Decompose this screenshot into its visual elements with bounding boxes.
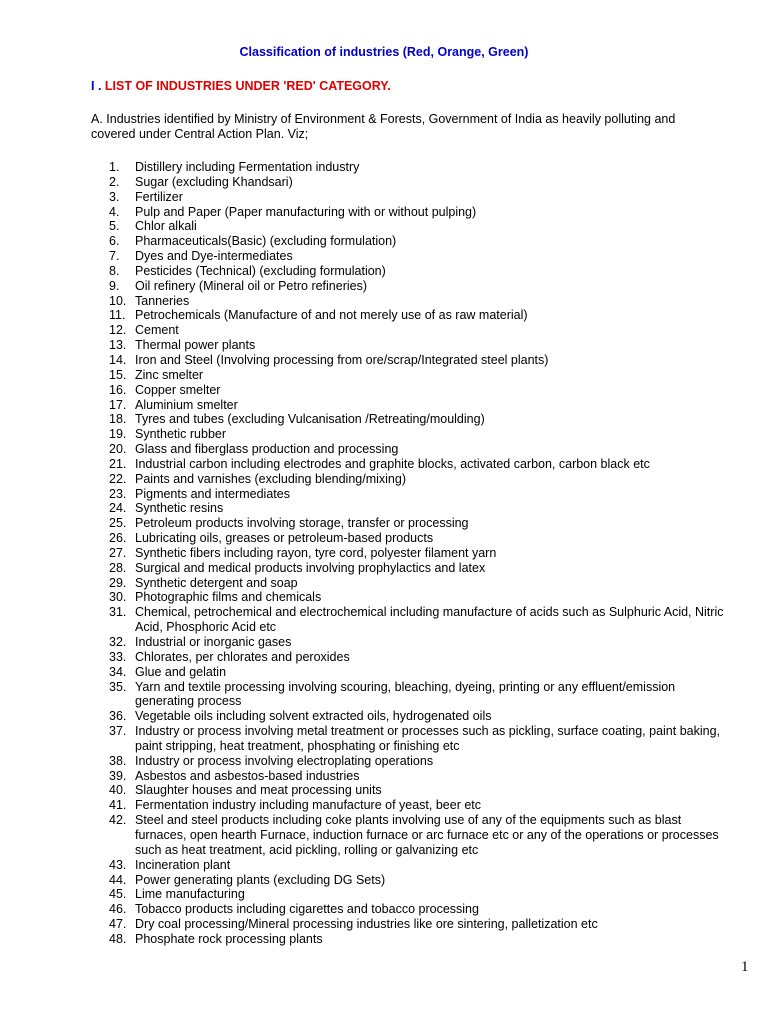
list-item-text: Chlorates, per chlorates and peroxides bbox=[135, 649, 350, 664]
list-item-text: Industrial or inorganic gases bbox=[135, 635, 292, 649]
list-item-number: 26. bbox=[109, 531, 127, 546]
list-item-number: 46. bbox=[109, 902, 127, 917]
list-item-number: 5. bbox=[109, 219, 120, 234]
list-item-number: 1. bbox=[109, 160, 120, 174]
list-item-number: 23. bbox=[109, 486, 127, 501]
list-item bbox=[109, 205, 729, 220]
list-item-text: Slaughter houses and meat processing units bbox=[135, 783, 382, 798]
list-item-number: 45. bbox=[109, 887, 127, 902]
list-item-number: 13. bbox=[109, 338, 127, 353]
list-item bbox=[109, 487, 729, 502]
list-item-number: 38. bbox=[109, 753, 127, 768]
list-item bbox=[109, 368, 729, 383]
list-item-number: 16. bbox=[109, 382, 127, 397]
list-item bbox=[109, 590, 729, 605]
list-item-number: 6. bbox=[109, 234, 120, 249]
list-item-text: Fertilizer bbox=[135, 189, 183, 204]
list-item bbox=[109, 294, 729, 309]
list-item-text: Dry coal processing/Mineral processing industries like ore sintering, palletization etc bbox=[135, 917, 598, 932]
list-item-text: Industry or process involving metal treatment or processes such as pickling, surface coating, paint baking, paint stripping, heat treatment, phosphating or finishing etc bbox=[135, 724, 721, 753]
list-item-text: Iron and Steel (Involving processing from ore/scrap/Integrated steel plants) bbox=[135, 352, 549, 367]
list-item-number: 32. bbox=[109, 635, 127, 649]
list-item bbox=[109, 427, 729, 442]
list-item-number: 7. bbox=[109, 249, 120, 264]
list-item-number: 44. bbox=[109, 872, 127, 887]
list-item bbox=[109, 798, 729, 813]
list-item-number: 39. bbox=[109, 768, 127, 783]
list-item-number: 35. bbox=[109, 679, 127, 694]
list-item bbox=[109, 858, 729, 873]
list-item bbox=[109, 412, 729, 427]
list-item bbox=[109, 308, 729, 323]
list-item-text: Photographic films and chemicals bbox=[135, 590, 322, 605]
list-item bbox=[109, 724, 729, 754]
list-item-number: 20. bbox=[109, 442, 127, 457]
list-item-text: Phosphate rock processing plants bbox=[135, 931, 323, 946]
list-item bbox=[109, 680, 729, 710]
list-item bbox=[109, 769, 729, 784]
list-item-number: 28. bbox=[109, 560, 127, 575]
list-item bbox=[109, 709, 729, 724]
list-item bbox=[109, 457, 729, 472]
list-item-text: Zinc smelter bbox=[135, 367, 204, 382]
list-item-text: Pharmaceuticals(Basic) (excluding formulation) bbox=[135, 234, 397, 249]
list-item-text: Tyres and tubes (excluding Vulcanisation /Retreating/moulding) bbox=[135, 412, 485, 427]
list-item bbox=[109, 249, 729, 264]
list-item bbox=[109, 887, 729, 902]
list-item-number: 14. bbox=[109, 352, 127, 367]
list-item-number: 15. bbox=[109, 367, 127, 382]
list-item bbox=[109, 442, 729, 457]
list-item bbox=[109, 264, 729, 279]
list-item bbox=[109, 650, 729, 665]
list-item-number: 40. bbox=[109, 783, 127, 798]
list-item-text: Tobacco products including cigarettes and tobacco processing bbox=[135, 902, 479, 917]
list-item-number: 2. bbox=[109, 174, 120, 189]
list-item-number: 11. bbox=[109, 308, 126, 323]
page-title: Classification of industries (Red, Orange, Green) bbox=[239, 45, 529, 59]
list-item-text: Synthetic resins bbox=[135, 501, 224, 516]
list-item-number: 33. bbox=[109, 649, 127, 664]
list-item-text: Dyes and Dye-intermediates bbox=[135, 249, 293, 264]
section-number: I . bbox=[91, 79, 102, 93]
list-item-number: 48. bbox=[109, 931, 127, 946]
list-item-text: Distillery including Fermentation industry bbox=[135, 160, 360, 174]
list-item bbox=[109, 561, 729, 576]
list-item bbox=[109, 605, 729, 635]
list-item-text: Thermal power plants bbox=[135, 338, 256, 353]
list-item bbox=[109, 546, 729, 561]
list-item bbox=[109, 383, 729, 398]
list-item-number: 36. bbox=[109, 709, 127, 724]
list-item-text: Steel and steel products including coke plants involving use of any of the equipments such as blast furnaces, open hearth Furnace, induction furnace or arc furnace etc or any of the operations or processes such as heat treatment, acid pickling, rolling or galvanizing etc bbox=[135, 813, 719, 857]
list-item-text: Power generating plants (excluding DG Sets) bbox=[135, 872, 386, 887]
list-item bbox=[109, 917, 729, 932]
list-item bbox=[109, 873, 729, 888]
list-item-text: Sugar (excluding Khandsari) bbox=[135, 174, 293, 189]
list-item-number: 4. bbox=[109, 204, 120, 219]
list-item bbox=[109, 175, 729, 190]
list-item-number: 12. bbox=[109, 323, 127, 338]
list-item-number: 43. bbox=[109, 857, 127, 872]
list-item-text: Paints and varnishes (excluding blending/mixing) bbox=[135, 471, 406, 486]
list-item-number: 42. bbox=[109, 813, 127, 828]
list-item-text: Pulp and Paper (Paper manufacturing with or without pulping) bbox=[135, 204, 477, 219]
section-heading bbox=[91, 79, 391, 93]
list-item-text: Asbestos and asbestos-based industries bbox=[135, 768, 360, 783]
list-item-text: Chlor alkali bbox=[135, 219, 197, 234]
list-item-text: Industry or process involving electroplating operations bbox=[135, 753, 434, 768]
list-item bbox=[109, 902, 729, 917]
list-item-number: 37. bbox=[109, 724, 127, 739]
list-item-number: 9. bbox=[109, 278, 120, 293]
list-item-number: 25. bbox=[109, 516, 127, 531]
section-title: LIST OF INDUSTRIES UNDER 'RED' CATEGORY. bbox=[104, 79, 391, 93]
list-item bbox=[109, 353, 729, 368]
list-item-text: Glue and gelatin bbox=[135, 664, 227, 679]
list-item bbox=[109, 932, 729, 947]
list-item-text: Petroleum products involving storage, transfer or processing bbox=[135, 516, 469, 531]
list-item bbox=[109, 576, 729, 591]
list-item-text: Incineration plant bbox=[135, 857, 231, 872]
list-item bbox=[109, 190, 729, 205]
list-item bbox=[109, 323, 729, 338]
intro-paragraph: A. Industries identified by Ministry of Environment & Forests, Government of India as heavily polluting and covered under Central Action Plan. Viz; bbox=[91, 112, 676, 141]
list-item bbox=[109, 472, 729, 487]
list-item-number: 41. bbox=[109, 798, 127, 813]
list-item-text: Pigments and intermediates bbox=[135, 486, 290, 501]
industry-list bbox=[109, 160, 729, 947]
list-item-number: 3. bbox=[109, 189, 120, 204]
list-item-text: Glass and fiberglass production and processing bbox=[135, 442, 399, 457]
page-number: 1 bbox=[741, 959, 749, 975]
list-item-text: Vegetable oils including solvent extracted oils, hydrogenated oils bbox=[135, 709, 492, 724]
list-item-number: 27. bbox=[109, 545, 127, 560]
list-item bbox=[109, 813, 729, 858]
list-item-number: 10. bbox=[109, 293, 127, 308]
list-item bbox=[109, 635, 729, 650]
list-item-text: Surgical and medical products involving prophylactics and latex bbox=[135, 560, 486, 575]
list-item-text: Pesticides (Technical) (excluding formulation) bbox=[135, 263, 386, 278]
list-item-text: Oil refinery (Mineral oil or Petro refineries) bbox=[135, 278, 368, 293]
list-item-text: Copper smelter bbox=[135, 382, 221, 397]
list-item bbox=[109, 234, 729, 249]
list-item-text: Chemical, petrochemical and electrochemical including manufacture of acids such as Sulphuric Acid, Nitric Acid, Phosphoric Acid etc bbox=[135, 605, 724, 635]
list-item-number: 47. bbox=[109, 917, 127, 932]
list-item-text: Lubricating oils, greases or petroleum-based products bbox=[135, 531, 434, 546]
list-item bbox=[109, 516, 729, 531]
list-item bbox=[109, 754, 729, 769]
list-item-text: Industrial carbon including electrodes and graphite blocks, activated carbon, carbon black etc bbox=[135, 456, 650, 471]
list-item bbox=[109, 160, 729, 175]
list-item-number: 19. bbox=[109, 427, 127, 442]
list-item-number: 17. bbox=[109, 397, 127, 412]
list-item-number: 18. bbox=[109, 412, 127, 427]
list-item-number: 22. bbox=[109, 471, 127, 486]
list-item-text: Lime manufacturing bbox=[135, 887, 245, 902]
list-item-text: Synthetic fibers including rayon, tyre cord, polyester filament yarn bbox=[135, 545, 497, 560]
list-item-text: Fermentation industry including manufacture of yeast, beer etc bbox=[135, 798, 482, 813]
list-item-text: Synthetic rubber bbox=[135, 427, 227, 442]
list-item bbox=[109, 531, 729, 546]
list-item-text: Tanneries bbox=[135, 293, 190, 308]
list-item bbox=[109, 279, 729, 294]
list-item bbox=[109, 398, 729, 413]
list-item-text: Petrochemicals (Manufacture of and not merely use of as raw material) bbox=[135, 308, 528, 323]
list-item-number: 8. bbox=[109, 263, 120, 278]
list-item-text: Cement bbox=[135, 323, 179, 338]
list-item-number: 34. bbox=[109, 664, 127, 679]
list-item-text: Synthetic detergent and soap bbox=[135, 575, 298, 590]
list-item-text: Aluminium smelter bbox=[135, 397, 238, 412]
list-item-text: Yarn and textile processing involving scouring, bleaching, dyeing, printing or any effluent/emission generating process bbox=[135, 679, 676, 709]
list-item bbox=[109, 783, 729, 798]
list-item-number: 30. bbox=[109, 590, 127, 605]
list-item bbox=[109, 665, 729, 680]
list-item-number: 31. bbox=[109, 605, 127, 620]
list-item bbox=[109, 338, 729, 353]
list-item bbox=[109, 219, 729, 234]
list-item-number: 24. bbox=[109, 501, 127, 516]
list-item-number: 21. bbox=[109, 456, 127, 471]
list-item-number: 29. bbox=[109, 575, 127, 590]
list-item bbox=[109, 501, 729, 516]
